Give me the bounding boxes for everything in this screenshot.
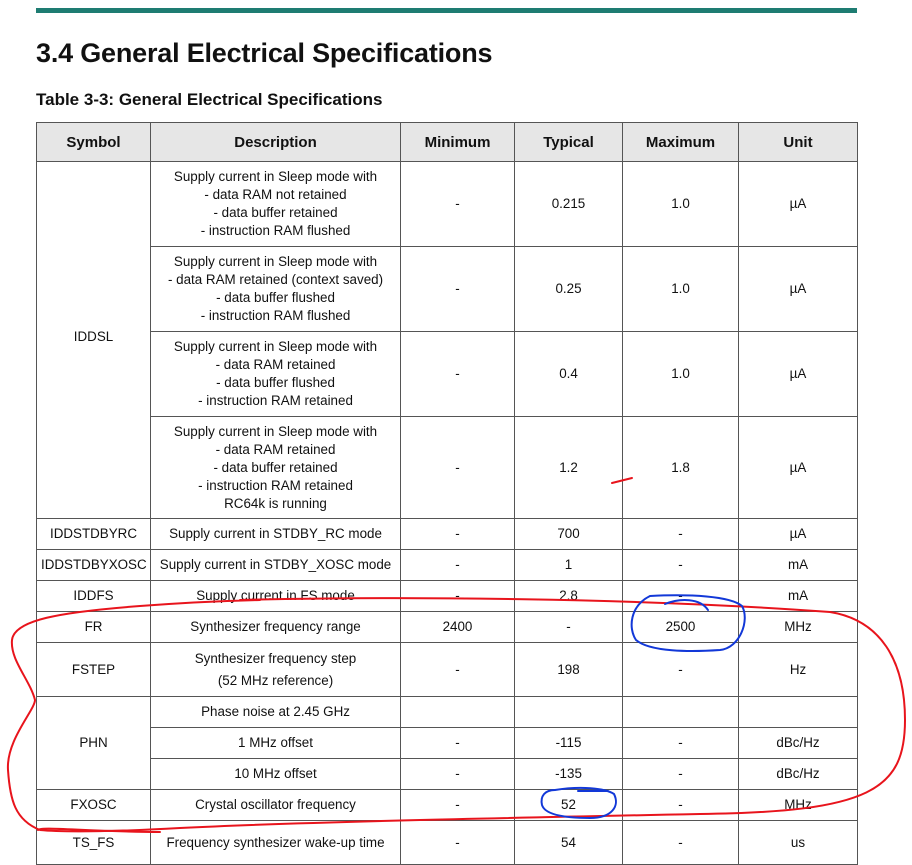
description-line: Synthesizer frequency step (194, 650, 357, 666)
unit-cell: dBc/Hz (739, 728, 858, 759)
symbol-cell: IDDSL (37, 162, 151, 519)
table-row (37, 162, 858, 247)
table-caption: Table 3-3: General Electrical Specifications (36, 90, 383, 109)
description-cell (151, 332, 401, 417)
description-line: - instruction RAM retained (198, 393, 353, 408)
description-line: - data RAM retained (context saved) (167, 272, 384, 287)
max-cell (623, 697, 739, 728)
symbol-cell: FR (37, 612, 151, 643)
table-row (37, 247, 858, 332)
description-cell: 10 MHz offset (151, 759, 401, 790)
typ-cell: 1.2 (515, 417, 623, 519)
symbol-cell: FSTEP (37, 643, 151, 697)
min-cell: - (401, 728, 515, 759)
description-cell: Frequency synthesizer wake-up time (151, 821, 401, 865)
min-cell: - (401, 332, 515, 417)
table-row (37, 417, 858, 519)
col-header-unit: Unit (739, 123, 858, 162)
section-title: 3.4 General Electrical Specifications (36, 38, 493, 68)
description-line: - data buffer flushed (216, 290, 335, 305)
typ-cell: 0.4 (515, 332, 623, 417)
symbol-cell: IDDSTDBYRC (37, 519, 151, 550)
typ-cell: - (515, 612, 623, 643)
unit-cell: mA (739, 550, 858, 581)
description-line: - instruction RAM retained (198, 477, 353, 493)
top-rule (36, 8, 857, 13)
max-cell: - (623, 519, 739, 550)
description-line: - data buffer retained (213, 205, 338, 220)
min-cell: - (401, 790, 515, 821)
min-cell: - (401, 550, 515, 581)
description-cell (151, 417, 401, 519)
unit-cell: mA (739, 581, 858, 612)
description-cell: Crystal oscillator frequency (151, 790, 401, 821)
unit-cell: Hz (739, 643, 858, 697)
description-cell: Phase noise at 2.45 GHz (151, 697, 401, 728)
typ-cell: 54 (515, 821, 623, 865)
description-line: (52 MHz reference) (217, 672, 334, 688)
specs-table (36, 122, 858, 865)
col-header-typical: Typical (515, 123, 623, 162)
symbol-cell: TS_FS (37, 821, 151, 865)
symbol-cell: IDDSTDBYXOSC (37, 550, 151, 581)
description-cell: Supply current in FS mode (151, 581, 401, 612)
min-cell: - (401, 247, 515, 332)
max-cell: - (623, 550, 739, 581)
typ-cell: 0.25 (515, 247, 623, 332)
description-line: Supply current in Sleep mode with (173, 254, 378, 269)
col-header-maximum: Maximum (623, 123, 739, 162)
unit-cell: µA (739, 332, 858, 417)
min-cell: - (401, 417, 515, 519)
table-header-row (37, 123, 858, 162)
table-row (37, 728, 858, 759)
typ-cell (515, 697, 623, 728)
min-cell: - (401, 581, 515, 612)
table-row (37, 643, 858, 697)
description-line: - instruction RAM flushed (200, 223, 351, 238)
max-cell: 1.0 (623, 162, 739, 247)
min-cell: - (401, 519, 515, 550)
description-line: Supply current in Sleep mode with (173, 423, 378, 439)
description-cell (151, 643, 401, 697)
col-header-minimum: Minimum (401, 123, 515, 162)
description-line: - data RAM retained (215, 357, 336, 372)
description-cell: Supply current in STDBY_RC mode (151, 519, 401, 550)
max-cell: - (623, 728, 739, 759)
description-line: - data buffer flushed (216, 375, 335, 390)
table-row (37, 612, 858, 643)
symbol-cell: FXOSC (37, 790, 151, 821)
max-cell: - (623, 759, 739, 790)
symbol-cell: PHN (37, 697, 151, 790)
min-cell: - (401, 643, 515, 697)
unit-cell: µA (739, 247, 858, 332)
description-cell (151, 162, 401, 247)
col-header-symbol: Symbol (37, 123, 151, 162)
unit-cell: µA (739, 417, 858, 519)
typ-cell: 198 (515, 643, 623, 697)
description-line: - data RAM retained (215, 441, 336, 457)
min-cell: - (401, 162, 515, 247)
typ-cell: 0.215 (515, 162, 623, 247)
typ-cell: 52 (515, 790, 623, 821)
table-row (37, 519, 858, 550)
description-line: RC64k is running (224, 495, 327, 511)
max-cell: - (623, 790, 739, 821)
min-cell (401, 697, 515, 728)
unit-cell (739, 697, 858, 728)
table-row (37, 581, 858, 612)
description-line: Supply current in Sleep mode with (173, 339, 378, 354)
table-row (37, 332, 858, 417)
table-row (37, 550, 858, 581)
unit-cell: µA (739, 162, 858, 247)
min-cell: - (401, 759, 515, 790)
unit-cell: dBc/Hz (739, 759, 858, 790)
typ-cell: -115 (515, 728, 623, 759)
typ-cell: 700 (515, 519, 623, 550)
min-cell: 2400 (401, 612, 515, 643)
description-cell: Supply current in STDBY_XOSC mode (151, 550, 401, 581)
symbol-cell: IDDFS (37, 581, 151, 612)
max-cell: 1.0 (623, 247, 739, 332)
min-cell: - (401, 821, 515, 865)
unit-cell: MHz (739, 612, 858, 643)
unit-cell: us (739, 821, 858, 865)
col-header-description: Description (151, 123, 401, 162)
unit-cell: µA (739, 519, 858, 550)
table-row (37, 790, 858, 821)
max-cell: - (623, 581, 739, 612)
table-row (37, 821, 858, 865)
description-cell (151, 247, 401, 332)
max-cell: 1.8 (623, 417, 739, 519)
table-row (37, 697, 858, 728)
description-line: - data RAM not retained (204, 187, 347, 202)
max-cell: 2500 (623, 612, 739, 643)
max-cell: - (623, 821, 739, 865)
description-line: - instruction RAM flushed (200, 308, 351, 323)
max-cell: - (623, 643, 739, 697)
description-cell: Synthesizer frequency range (151, 612, 401, 643)
description-line: - data buffer retained (213, 459, 338, 475)
max-cell: 1.0 (623, 332, 739, 417)
description-cell: 1 MHz offset (151, 728, 401, 759)
description-line: Supply current in Sleep mode with (173, 169, 378, 184)
table-row (37, 759, 858, 790)
unit-cell: MHz (739, 790, 858, 821)
typ-cell: 1 (515, 550, 623, 581)
typ-cell: -135 (515, 759, 623, 790)
typ-cell: 2.8 (515, 581, 623, 612)
